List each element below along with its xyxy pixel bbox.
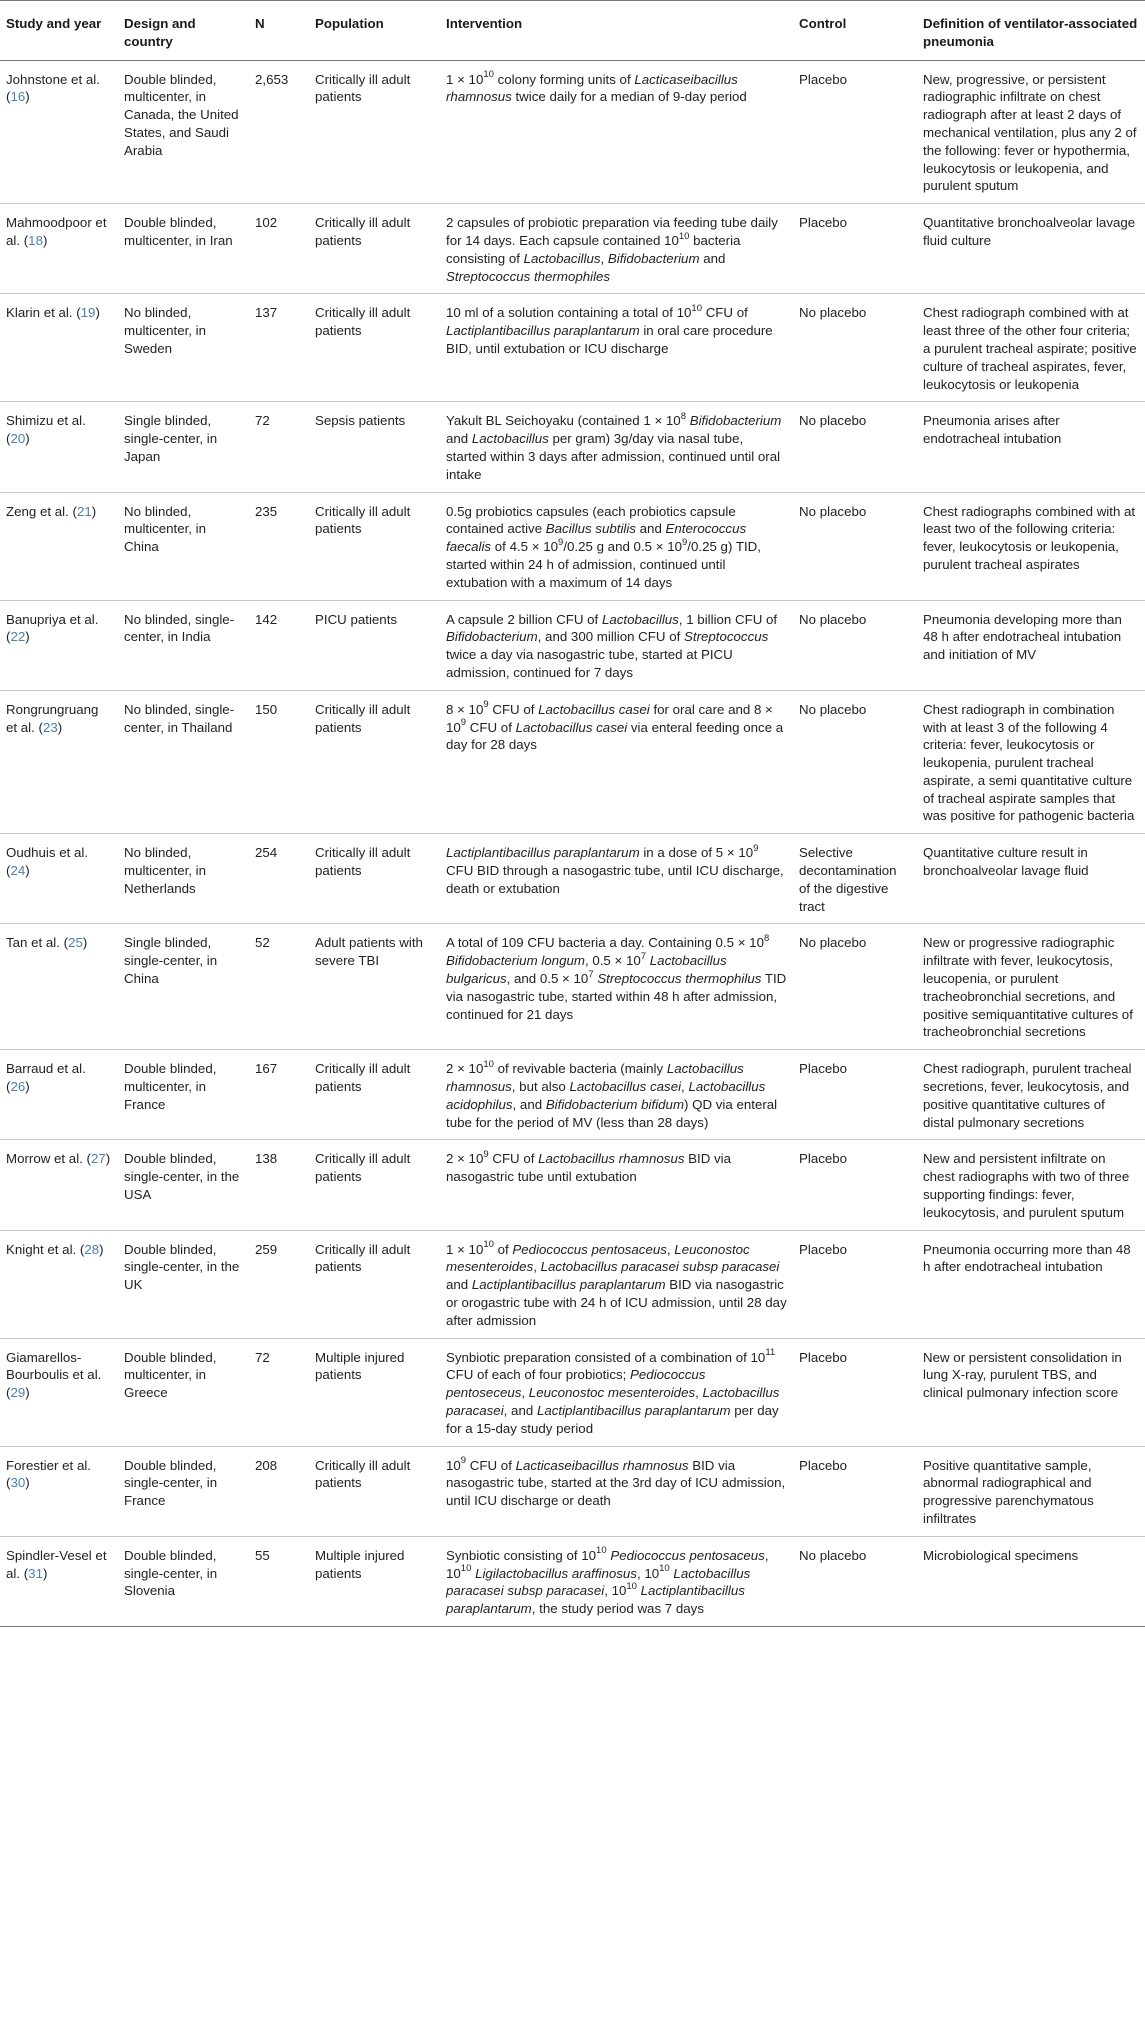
cell-intervention [440,60,793,204]
species-name: Leuconostoc mesenteroides [528,1385,696,1401]
intervention-text: for oral care and 8 × 10 [446,701,773,735]
cell-definition: Pneumonia developing more than 48 h after endotracheal intubation and initiation of MV [917,600,1145,690]
study-name: Zeng et al. [6,503,69,519]
cell-control: Placebo [793,1140,917,1230]
cell-control: Placebo [793,1230,917,1338]
exponent: 8 [680,410,686,422]
cell-n: 137 [249,294,309,402]
cell-definition: Chest radiograph, purulent tracheal secretions, fever, leukocytosis, and positive quantitative cultures of distal pulmonary secretions [917,1050,1145,1140]
cell-n: 142 [249,600,309,690]
species-name: Bifidobacterium bifidum [545,1096,685,1112]
intervention-text: BID via nasogastric tube until extubation [446,1151,732,1185]
intervention-text: per gram) 3g/day via nasal tube, started within 3 days after admission, continued until oral intake [446,431,781,482]
intervention-text: , 10 [604,1583,627,1599]
table-body [0,60,1145,1626]
cell-intervention [440,1338,793,1446]
exponent: 9 [483,1149,489,1161]
reference-link[interactable]: 18 [28,232,43,248]
cell-intervention [440,690,793,834]
cell-design: Double blinded, single-center, in Slovenia [118,1536,249,1626]
study-name: Oudhuis et al. [6,845,89,861]
cell-population: Multiple injured patients [309,1338,440,1446]
species-name: Bacillus subtilis [545,521,636,537]
cell-study: Tan et al. (25) [0,924,118,1050]
cell-definition: Chest radiograph in combination with at least 3 of the following 4 criteria: fever, leukocytosis or leukopenia, purulent tracheal aspirate, a semi quantitative culture of tracheal aspirate samples that was positive for pathogenic bacteria [917,690,1145,834]
cell-study: Johnstone et al. (16) [0,60,118,204]
intervention-text: CFU of [488,701,539,717]
exponent: 10 [678,230,690,242]
species-name: Lactobacillus casei [515,719,628,735]
cell-study: Knight et al. (28) [0,1230,118,1338]
reference-link[interactable]: 26 [10,1079,26,1095]
species-name: Lactobacillus bulgaricus [446,953,727,987]
intervention-text: /0.25 g) TID, started within 24 h of admission, continued until extubation with a maximum of 14 days [446,539,761,590]
intervention-text: 1 × 10 [446,1241,484,1257]
cell-n: 150 [249,690,309,834]
reference-link[interactable]: 31 [28,1565,43,1581]
intervention-text: , 10 [636,1565,660,1581]
cell-design: Double blinded, multicenter, in Iran [118,204,249,294]
cell-control: No placebo [793,600,917,690]
cell-definition: New and persistent infiltrate on chest radiographs with two of three supporting findings: fever, leukocytosis, and purulent sputum [917,1140,1145,1230]
intervention-text: of 4.5 × 10 [491,539,559,555]
header-definition: Definition of ventilator-associated pneumonia [917,1,1145,61]
exponent: 10 [483,1239,494,1251]
species-name: Lactobacillus [523,250,601,266]
cell-population: Critically ill adult patients [309,834,440,924]
cell-population: Multiple injured patients [309,1536,440,1626]
cell-n: 52 [249,924,309,1050]
table-row [0,924,1145,1050]
cell-n: 235 [249,492,309,600]
exponent: 10 [626,1580,637,1592]
intervention-text: and [635,521,666,537]
table-row [0,690,1145,834]
species-name: Bifidobacterium longum [446,953,585,969]
intervention-text: , [521,1385,529,1401]
exponent: 11 [765,1347,776,1359]
intervention-text: , and [512,1096,546,1112]
cell-definition: Positive quantitative sample, abnormal radiographical and progressive parenchymatous infiltrates [917,1446,1145,1536]
table-row [0,1050,1145,1140]
study-name: Morrow et al. [6,1151,83,1167]
cell-definition: New, progressive, or persistent radiographic infiltrate on chest radiograph after at least 2 days of mechanical ventilation, plus any 2 of the following: fever or hypothermia, leukocytosis or leukopenia, and purulent sputum [917,60,1145,204]
intervention-text: CFU of [466,1457,516,1473]
reference-link[interactable]: 20 [10,431,26,447]
cell-population: Critically ill adult patients [309,204,440,294]
species-name: Leuconostoc mesenteroides [446,1241,750,1275]
cell-definition: Quantitative culture result in bronchoalveolar lavage fluid [917,834,1145,924]
intervention-text: , [681,1079,689,1095]
cell-intervention [440,834,793,924]
intervention-text: , and 0.5 × 10 [506,971,589,987]
cell-study: Morrow et al. (27) [0,1140,118,1230]
species-name: Lacticaseibacillus rhamnosus [446,71,738,105]
intervention-text: Yakult BL Seichoyaku (contained 1 × 10 [446,413,681,429]
intervention-text: CFU of [488,1151,539,1167]
study-name: Tan et al. [6,935,60,951]
reference-link[interactable]: 24 [10,863,26,879]
intervention-text: CFU of [466,719,516,735]
intervention-text: 2 × 10 [446,1151,484,1167]
study-name: Mahmoodpoor et al. [6,215,107,248]
reference-link[interactable]: 30 [10,1475,26,1491]
header-n: N [249,1,309,61]
cell-n: 167 [249,1050,309,1140]
cell-design: No blinded, multicenter, in Sweden [118,294,249,402]
species-name: Lacticaseibacillus rhamnosus [515,1457,689,1473]
cell-control: No placebo [793,1536,917,1626]
intervention-text: , the study period was 7 days [531,1601,704,1617]
intervention-text: A capsule 2 billion CFU of [446,611,602,627]
species-name: Enterococcus faecalis [446,521,747,555]
intervention-text: Synbiotic consisting of 10 [446,1547,597,1563]
exponent: 9 [460,717,467,729]
intervention-text: BID via nasogastric tube, started at the 3rd day of ICU admission, until ICU discharge or death [446,1457,786,1509]
reference-link[interactable]: 21 [76,503,92,519]
cell-study: Giamarellos-Bourboulis et al. (29) [0,1338,118,1446]
intervention-text: twice daily for a median of 9-day period [511,89,747,105]
species-name: Lactobacillus [471,431,549,447]
intervention-text: 8 × 10 [446,701,484,717]
cell-intervention [440,294,793,402]
species-name: Ligilactobacillus araffinosus [475,1565,637,1581]
intervention-text: and [446,431,472,447]
species-name: Lactobacillus acidophilus [446,1079,766,1112]
study-name: Rongrungruang et al. [6,701,99,735]
exponent: 9 [753,842,759,854]
table-row [0,60,1145,204]
species-name: Lactobacillus casei [538,701,650,717]
cell-control: No placebo [793,924,917,1050]
cell-population: Critically ill adult patients [309,1446,440,1536]
cell-control: No placebo [793,402,917,492]
cell-control: Placebo [793,60,917,204]
table-row [0,1536,1145,1626]
cell-study: Oudhuis et al. (24) [0,834,118,924]
study-name: Johnstone et al. [6,71,100,87]
species-name: Lactiplantibacillus paraplantarum [471,1277,666,1293]
cell-control: Placebo [793,1050,917,1140]
species-name: Lactobacillus paracasei [446,1385,780,1418]
cell-population: Critically ill adult patients [309,1050,440,1140]
cell-study: Spindler-Vesel et al. (31) [0,1536,118,1626]
header-intervention: Intervention [440,1,793,61]
reference-link[interactable]: 22 [10,629,26,645]
exponent: 10 [483,69,494,81]
species-name: Lactiplantibacillus paraplantarum [446,1583,745,1617]
species-name: Lactiplantibacillus paraplantarum [536,1403,731,1418]
cell-intervention [440,204,793,294]
header-row [0,1,1145,61]
intervention-text: in a dose of 5 × 10 [639,845,754,861]
cell-definition: Chest radiographs combined with at least two of the following criteria: fever, leukocytosis or leukopenia, purulent tracheal aspirates [917,492,1145,600]
intervention-text: , [695,1385,703,1401]
intervention-text: 10 ml of a solution containing a total of 10 [446,305,692,321]
study-name: Klarin et al. [6,305,73,321]
cell-study: Rongrungruang et al. (23) [0,690,118,834]
intervention-text: 1 × 10 [446,71,484,87]
cell-n: 138 [249,1140,309,1230]
reference-link[interactable]: 29 [10,1385,26,1401]
cell-definition: Microbiological specimens [917,1536,1145,1626]
table-row [0,1338,1145,1446]
cell-design: Double blinded, multicenter, in Canada, the United States, and Saudi Arabia [118,60,249,204]
cell-control: Placebo [793,204,917,294]
reference-link[interactable]: 28 [84,1241,100,1257]
species-name: Lactobacillus paracasei subsp paracasei [446,1565,751,1599]
cell-population: Critically ill adult patients [309,60,440,204]
study-name: Barraud et al. [6,1061,86,1077]
species-name: Lactobacillus rhamnosus [538,1151,685,1167]
species-name: Lactobacillus casei [569,1079,682,1095]
cell-design: Double blinded, single-center, in the USA [118,1140,249,1230]
cell-definition: Pneumonia occurring more than 48 h after endotracheal intubation [917,1230,1145,1338]
intervention-text: 10 [446,1457,461,1473]
exponent: 7 [640,950,647,962]
exponent: 10 [483,1058,494,1070]
intervention-text: of revivable bacteria (mainly [493,1061,667,1077]
reference-link[interactable]: 27 [90,1151,106,1167]
exponent: 8 [763,933,770,945]
cell-control: Selective decontamination of the digestive tract [793,834,917,924]
cell-control: Placebo [793,1446,917,1536]
species-name: Lactiplantibacillus paraplantarum [446,323,640,339]
cell-control: No placebo [793,492,917,600]
exponent: 9 [681,536,688,548]
study-name: Banupriya et al. [6,611,99,627]
intervention-text: and [446,1277,472,1293]
intervention-text: Synbiotic preparation consisted of a combination of 10 [446,1349,766,1365]
reference-link[interactable]: 19 [80,305,96,321]
species-name: Lactobacillus rhamnosus [446,1061,744,1095]
cell-design: No blinded, single-center, in Thailand [118,690,249,834]
cell-definition: Pneumonia arises after endotracheal intubation [917,402,1145,492]
header-population: Population [309,1,440,61]
exponent: 9 [558,536,564,548]
cell-population: Critically ill adult patients [309,1140,440,1230]
cell-population: Critically ill adult patients [309,690,440,834]
cell-intervention [440,492,793,600]
cell-n: 102 [249,204,309,294]
intervention-text: , and 300 million CFU of [537,629,684,645]
cell-design: Double blinded, single-center, in France [118,1446,249,1536]
cell-n: 72 [249,1338,309,1446]
cell-study: Shimizu et al. (20) [0,402,118,492]
species-name: Lactiplantibacillus paraplantarum [446,845,640,861]
cell-intervention [440,1446,793,1536]
cell-population: Critically ill adult patients [309,294,440,402]
species-name: Streptococcus thermophilus [597,971,762,987]
intervention-text: , and [503,1403,537,1418]
species-name: Bifidobacterium [607,250,700,266]
species-name: Bifidobacterium [689,413,782,429]
intervention-text: of [493,1241,513,1257]
intervention-text: BID via nasogastric or orogastric tube with 24 h of ICU admission, until 28 day after admission [446,1277,787,1328]
intervention-text: via enteral feeding once a day for 28 days [446,719,784,753]
exponent: 10 [659,1563,670,1575]
cell-study: Banupriya et al. (22) [0,600,118,690]
table-row [0,204,1145,294]
cell-definition: Quantitative bronchoalveolar lavage fluid culture [917,204,1145,294]
cell-control: No placebo [793,294,917,402]
intervention-text: , but also [511,1079,570,1095]
exponent: 9 [483,699,489,711]
species-name: Pediococcus pentosaceus [512,1241,667,1257]
cell-intervention [440,600,793,690]
cell-n: 254 [249,834,309,924]
header-design: Design and country [118,1,249,61]
table-row [0,1140,1145,1230]
table-row [0,402,1145,492]
cell-definition: Chest radiograph combined with at least three of the other four criteria; a purulent tracheal aspirate; positive culture of tracheal aspirates, fever, leukocytosis or leukopenia [917,294,1145,402]
intervention-text: ) QD via enteral tube for the period of MV (less than 28 days) [446,1096,778,1130]
study-name: Shimizu et al. [6,413,86,429]
cell-population: Critically ill adult patients [309,1230,440,1338]
reference-link[interactable]: 16 [10,89,26,105]
species-name: Pediococcus pentosaceus [610,1547,765,1563]
cell-intervention [440,1230,793,1338]
cell-n: 2,653 [249,60,309,204]
cell-intervention [440,924,793,1050]
species-name: Bifidobacterium [446,629,538,645]
exponent: 7 [588,968,594,980]
species-name: Lactobacillus [601,611,679,627]
cell-population: PICU patients [309,600,440,690]
intervention-text: CFU BID through a nasogastric tube, until ICU discharge, death or extubation [446,863,784,896]
intervention-text: in oral care procedure BID, until extubation or ICU discharge [446,323,773,356]
species-name: Lactobacillus paracasei subsp paracasei [540,1259,780,1275]
cell-control: Placebo [793,1338,917,1446]
cell-n: 55 [249,1536,309,1626]
intervention-text: per day for a 15-day study period [446,1403,779,1436]
intervention-text: 2 capsules of probiotic preparation via feeding tube daily for 14 days. Each capsule contained 10 [446,215,778,248]
exponent: 10 [691,302,702,314]
intervention-text: , [666,1241,675,1257]
intervention-text: /0.25 g and 0.5 × 10 [563,539,682,555]
reference-link[interactable]: 25 [68,935,83,951]
cell-design: Double blinded, multicenter, in France [118,1050,249,1140]
cell-intervention [440,402,793,492]
intervention-text: A total of 109 CFU bacteria a day. Containing 0.5 × 10 [446,935,764,951]
cell-study: Forestier et al. (30) [0,1446,118,1536]
cell-study: Zeng et al. (21) [0,492,118,600]
cell-population: Critically ill adult patients [309,492,440,600]
species-name: Streptococcus [684,629,769,645]
intervention-text: bacteria consisting of [446,232,741,266]
reference-link[interactable]: 23 [42,719,58,735]
cell-design: Double blinded, single-center, in the UK [118,1230,249,1338]
intervention-text: colony forming units of [493,71,635,87]
cell-design: Single blinded, single-center, in Japan [118,402,249,492]
intervention-text: twice a day via nasogastric tube, started at PICU admission, continued for 7 days [446,647,733,680]
intervention-text: CFU of each of four probiotics; [446,1367,631,1383]
study-name: Giamarellos-Bourboulis et al. [6,1349,102,1383]
cell-definition: New or progressive radiographic infiltrate with fever, leukocytosis, leucopenia, or purulent tracheobronchial secretions, and positive semiquantitative cultures of tracheobronchial secretions [917,924,1145,1050]
cell-study: Barraud et al. (26) [0,1050,118,1140]
cell-definition: New or persistent consolidation in lung X-ray, purulent TBS, and clinical pulmonary infection score [917,1338,1145,1446]
cell-control: No placebo [793,690,917,834]
cell-population: Sepsis patients [309,402,440,492]
cell-n: 72 [249,402,309,492]
cell-intervention [440,1536,793,1626]
study-name: Forestier et al. [6,1457,91,1473]
table-row [0,600,1145,690]
cell-population: Adult patients with severe TBI [309,924,440,1050]
cell-n: 259 [249,1230,309,1338]
intervention-text: , [600,250,608,266]
intervention-text: , 10 [446,1547,769,1581]
intervention-text: and [699,250,726,266]
intervention-text: , 1 billion CFU of [678,611,778,627]
cell-design: Single blinded, single-center, in China [118,924,249,1050]
cell-study: Klarin et al. (19) [0,294,118,402]
table-row [0,294,1145,402]
cell-design: Double blinded, multicenter, in Greece [118,1338,249,1446]
table-row [0,1446,1145,1536]
species-name: Pediococcus pentoseceus [446,1367,706,1401]
exponent: 9 [460,1455,467,1467]
intervention-text: , [533,1259,541,1275]
cell-intervention [440,1050,793,1140]
header-control: Control [793,1,917,61]
intervention-text: , 0.5 × 10 [584,953,641,969]
intervention-text: 0.5g probiotics capsules (each probiotics capsule contained active [446,503,736,537]
intervention-text: TID via nasogastric tube, started within 48 h after admission, continued for 21 days [446,971,787,1022]
cell-design: No blinded, multicenter, in Netherlands [118,834,249,924]
study-name: Knight et al. [6,1241,77,1257]
cell-n: 208 [249,1446,309,1536]
table-row [0,834,1145,924]
intervention-text: 2 × 10 [446,1061,484,1077]
cell-intervention [440,1140,793,1230]
header-study: Study and year [0,1,118,61]
cell-design: No blinded, single-center, in India [118,600,249,690]
exponent: 10 [460,1563,472,1575]
intervention-text: CFU of [702,305,748,321]
cell-design: No blinded, multicenter, in China [118,492,249,600]
cell-study: Mahmoodpoor et al. (18) [0,204,118,294]
table-row [0,492,1145,600]
species-name: Streptococcus thermophiles [446,268,611,284]
table-row [0,1230,1145,1338]
study-name: Spindler-Vesel et al. [6,1547,107,1581]
exponent: 10 [596,1545,607,1557]
table-header [0,1,1145,61]
